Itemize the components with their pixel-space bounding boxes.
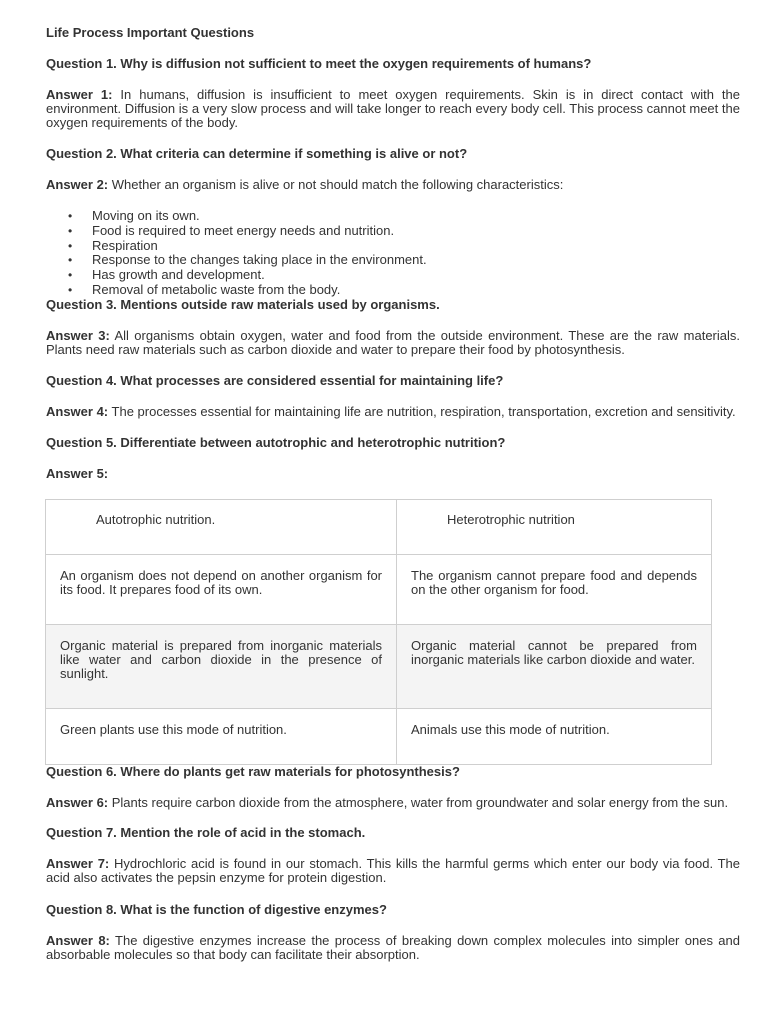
- table-header-cell: Autotrophic nutrition.: [46, 500, 397, 555]
- table-header-cell: Heterotrophic nutrition: [397, 500, 712, 555]
- table-cell: The organism cannot prepare food and depends on the other organism for food.: [397, 555, 712, 625]
- answer-3: [46, 329, 740, 357]
- nutrition-comparison-table: [45, 499, 712, 765]
- table-row: [46, 709, 712, 765]
- page-title: Life Process Important Questions: [46, 25, 255, 40]
- answer-2-label: Answer 2:: [46, 177, 109, 192]
- answer-2: [46, 178, 740, 192]
- answer-5-label: Answer 5:: [46, 466, 109, 481]
- list-item: • Respiration: [46, 239, 740, 254]
- answer-7-text: Hydrochloric acid is found in our stomach. This kills the harmful germs which enter our body via food. The acid also activates the pepsin enzyme for protein digestion.: [46, 856, 740, 885]
- answer-6: [46, 796, 740, 810]
- question-8: Question 8. What is the function of digestive enzymes?: [46, 902, 387, 917]
- answer-1-label: Answer 1:: [46, 87, 113, 102]
- question-4: Question 4. What processes are considered essential for maintaining life?: [46, 373, 504, 388]
- answer-8-text: The digestive enzymes increase the process of breaking down complex molecules into simpler ones and absorbable molecules so that body can facilitate their absorption.: [46, 933, 740, 962]
- table-cell: An organism does not depend on another organism for its food. It prepares food of its own.: [46, 555, 397, 625]
- answer-2-text: Whether an organism is alive or not should match the following characteristics:: [108, 177, 564, 192]
- question-2: Question 2. What criteria can determine if something is alive or not?: [46, 146, 468, 161]
- answer-7: [46, 857, 740, 885]
- answer-4-label: Answer 4:: [46, 404, 109, 419]
- answer-1-text: In humans, diffusion is insufficient to meet oxygen requirements. Skin is in direct contact with the environment. Diffusion is a very slow process and will take longer to reach every body cell. This process cannot meet the oxygen requirements of the body.: [46, 87, 740, 130]
- list-item: • Removal of metabolic waste from the body.: [46, 283, 740, 298]
- answer-4: [46, 405, 740, 419]
- table-row: [46, 555, 712, 625]
- characteristics-list: [46, 209, 740, 298]
- table-cell: Organic material cannot be prepared from inorganic materials like carbon dioxide and water.: [397, 625, 712, 709]
- question-5: Question 5. Differentiate between autotrophic and heterotrophic nutrition?: [46, 435, 506, 450]
- list-item: • Food is required to meet energy needs and nutrition.: [46, 224, 740, 239]
- answer-7-label: Answer 7:: [46, 856, 110, 871]
- list-item: • Response to the changes taking place in the environment.: [46, 253, 740, 268]
- answer-8-label: Answer 8:: [46, 933, 110, 948]
- table-cell: Green plants use this mode of nutrition.: [46, 709, 397, 765]
- table-row: [46, 625, 712, 709]
- question-7: Question 7. Mention the role of acid in the stomach.: [46, 825, 366, 840]
- answer-3-text: All organisms obtain oxygen, water and food from the outside environment. These are the raw materials. Plants need raw materials such as carbon dioxide and water to prepare their food by photosynthesis.: [46, 328, 740, 357]
- list-item: • Moving on its own.: [46, 209, 740, 224]
- answer-3-label: Answer 3:: [46, 328, 110, 343]
- answer-4-text: The processes essential for maintaining life are nutrition, respiration, transportation, excretion and sensitivity.: [108, 404, 736, 419]
- question-1: Question 1. Why is diffusion not sufficient to meet the oxygen requirements of humans?: [46, 56, 592, 71]
- answer-8: [46, 934, 740, 962]
- table-header-row: [46, 500, 712, 555]
- list-item: • Has growth and development.: [46, 268, 740, 283]
- answer-6-label: Answer 6:: [46, 795, 109, 810]
- table-cell: Animals use this mode of nutrition.: [397, 709, 712, 765]
- question-6: Question 6. Where do plants get raw materials for photosynthesis?: [46, 764, 460, 779]
- answer-1: [46, 88, 740, 130]
- question-3: Question 3. Mentions outside raw materials used by organisms.: [46, 297, 440, 312]
- answer-6-text: Plants require carbon dioxide from the atmosphere, water from groundwater and solar energy from the sun.: [108, 795, 729, 810]
- table-cell: Organic material is prepared from inorganic materials like water and carbon dioxide in the presence of sunlight.: [46, 625, 397, 709]
